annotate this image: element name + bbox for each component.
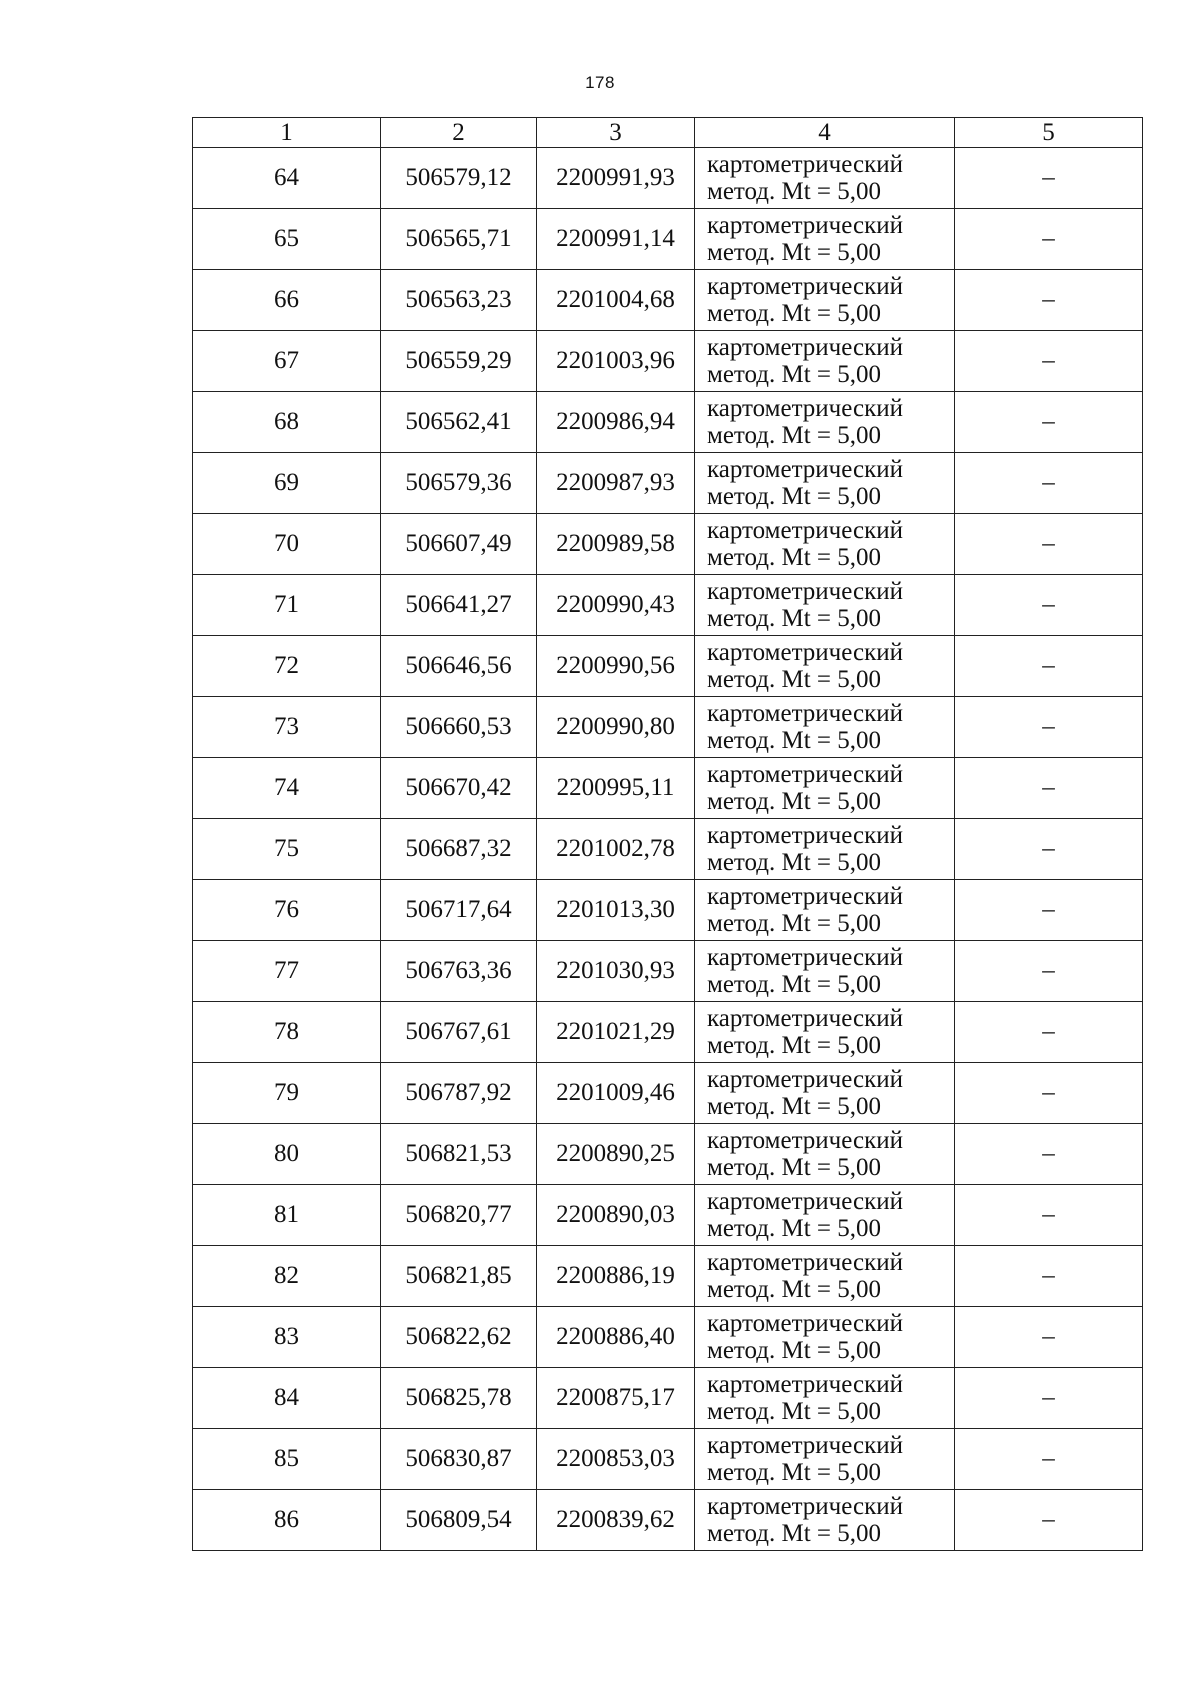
point-number: 80 <box>193 1124 381 1185</box>
col5-value: – <box>955 1185 1143 1246</box>
method-line-2: метод. Mt = 5,00 <box>707 1032 882 1059</box>
method-line-1: картометрический <box>707 272 903 300</box>
coordinate-x: 506822,62 <box>381 1307 537 1368</box>
coordinate-y: 2200990,56 <box>537 636 695 697</box>
coordinate-x: 506830,87 <box>381 1429 537 1490</box>
col5-value: – <box>955 209 1143 270</box>
coordinate-y: 2200839,62 <box>537 1490 695 1551</box>
method-cell <box>695 1185 955 1246</box>
method-cell <box>695 1368 955 1429</box>
coordinate-y: 2200986,94 <box>537 392 695 453</box>
table-header <box>193 118 1143 148</box>
point-number: 75 <box>193 819 381 880</box>
coordinate-y: 2200987,93 <box>537 453 695 514</box>
col5-value: – <box>955 392 1143 453</box>
coordinate-y: 2200991,14 <box>537 209 695 270</box>
method-cell <box>695 758 955 819</box>
table-row <box>193 1002 1143 1063</box>
coordinate-x: 506559,29 <box>381 331 537 392</box>
point-number: 71 <box>193 575 381 636</box>
coordinate-y: 2200989,58 <box>537 514 695 575</box>
method-line-2: метод. Mt = 5,00 <box>707 1093 882 1120</box>
method-line-2: метод. Mt = 5,00 <box>707 910 882 937</box>
point-number: 79 <box>193 1063 381 1124</box>
coordinate-y: 2200886,40 <box>537 1307 695 1368</box>
method-cell <box>695 575 955 636</box>
method-line-2: метод. Mt = 5,00 <box>707 544 882 571</box>
table-row <box>193 453 1143 514</box>
coordinate-y: 2200990,80 <box>537 697 695 758</box>
coordinate-y: 2201003,96 <box>537 331 695 392</box>
col5-value: – <box>955 1490 1143 1551</box>
point-number: 66 <box>193 270 381 331</box>
method-line-2: метод. Mt = 5,00 <box>707 727 882 754</box>
method-cell <box>695 819 955 880</box>
table-row <box>193 880 1143 941</box>
method-cell <box>695 209 955 270</box>
coordinate-x: 506687,32 <box>381 819 537 880</box>
method-line-1: картометрический <box>707 882 903 910</box>
table-row <box>193 1368 1143 1429</box>
point-number: 77 <box>193 941 381 1002</box>
coordinate-y: 2200991,93 <box>537 148 695 209</box>
point-number: 68 <box>193 392 381 453</box>
coordinate-y: 2201013,30 <box>537 880 695 941</box>
method-cell <box>695 392 955 453</box>
coordinate-y: 2201021,29 <box>537 1002 695 1063</box>
coordinate-y: 2201030,93 <box>537 941 695 1002</box>
method-line-1: картометрический <box>707 1492 903 1520</box>
method-line-1: картометрический <box>707 1126 903 1154</box>
table-row <box>193 758 1143 819</box>
method-cell <box>695 1124 955 1185</box>
table-row <box>193 1124 1143 1185</box>
method-line-1: картометрический <box>707 1309 903 1337</box>
table-row <box>193 1429 1143 1490</box>
method-cell <box>695 270 955 331</box>
col5-value: – <box>955 148 1143 209</box>
method-line-2: метод. Mt = 5,00 <box>707 422 882 449</box>
point-number: 67 <box>193 331 381 392</box>
method-line-1: картометрический <box>707 333 903 361</box>
point-number: 81 <box>193 1185 381 1246</box>
point-number: 83 <box>193 1307 381 1368</box>
point-number: 86 <box>193 1490 381 1551</box>
coordinate-y: 2201009,46 <box>537 1063 695 1124</box>
method-line-2: метод. Mt = 5,00 <box>707 788 882 815</box>
table-row <box>193 636 1143 697</box>
method-line-1: картометрический <box>707 1065 903 1093</box>
header-col-2: 2 <box>381 118 537 148</box>
method-line-2: метод. Mt = 5,00 <box>707 1337 882 1364</box>
method-line-2: метод. Mt = 5,00 <box>707 605 882 632</box>
method-line-1: картометрический <box>707 699 903 727</box>
page-number: 178 <box>585 73 615 92</box>
point-number: 84 <box>193 1368 381 1429</box>
col5-value: – <box>955 453 1143 514</box>
coordinate-x: 506579,12 <box>381 148 537 209</box>
coordinate-x: 506565,71 <box>381 209 537 270</box>
coordinate-y: 2200886,19 <box>537 1246 695 1307</box>
table-body <box>193 148 1143 1551</box>
method-line-2: метод. Mt = 5,00 <box>707 178 882 205</box>
point-number: 70 <box>193 514 381 575</box>
point-number: 78 <box>193 1002 381 1063</box>
table-row <box>193 1490 1143 1551</box>
coordinate-y: 2200890,25 <box>537 1124 695 1185</box>
coordinate-x: 506563,23 <box>381 270 537 331</box>
method-line-2: метод. Mt = 5,00 <box>707 1154 882 1181</box>
method-line-1: картометрический <box>707 1431 903 1459</box>
coordinate-x: 506641,27 <box>381 575 537 636</box>
coordinate-x: 506670,42 <box>381 758 537 819</box>
table-row <box>193 1307 1143 1368</box>
table-row <box>193 270 1143 331</box>
col5-value: – <box>955 880 1143 941</box>
header-row <box>193 118 1143 148</box>
method-cell <box>695 148 955 209</box>
method-cell <box>695 1490 955 1551</box>
coordinate-x: 506607,49 <box>381 514 537 575</box>
method-line-1: картометрический <box>707 211 903 239</box>
point-number: 69 <box>193 453 381 514</box>
col5-value: – <box>955 758 1143 819</box>
header-col-3: 3 <box>537 118 695 148</box>
header-col-5: 5 <box>955 118 1143 148</box>
col5-value: – <box>955 270 1143 331</box>
method-cell <box>695 941 955 1002</box>
point-number: 72 <box>193 636 381 697</box>
method-line-2: метод. Mt = 5,00 <box>707 1276 882 1303</box>
coordinate-x: 506821,85 <box>381 1246 537 1307</box>
point-number: 74 <box>193 758 381 819</box>
coordinate-y: 2200853,03 <box>537 1429 695 1490</box>
method-cell <box>695 697 955 758</box>
coordinate-x: 506809,54 <box>381 1490 537 1551</box>
col5-value: – <box>955 636 1143 697</box>
table-row <box>193 819 1143 880</box>
method-cell <box>695 1429 955 1490</box>
method-line-2: метод. Mt = 5,00 <box>707 666 882 693</box>
method-line-1: картометрический <box>707 1248 903 1276</box>
table-row <box>193 148 1143 209</box>
method-line-1: картометрический <box>707 455 903 483</box>
method-line-2: метод. Mt = 5,00 <box>707 1459 882 1486</box>
method-line-1: картометрический <box>707 394 903 422</box>
point-number: 73 <box>193 697 381 758</box>
method-line-2: метод. Mt = 5,00 <box>707 849 882 876</box>
table-row <box>193 941 1143 1002</box>
method-line-2: метод. Mt = 5,00 <box>707 361 882 388</box>
point-number: 85 <box>193 1429 381 1490</box>
method-line-1: картометрический <box>707 516 903 544</box>
method-line-1: картометрический <box>707 1187 903 1215</box>
coordinate-y: 2201004,68 <box>537 270 695 331</box>
col5-value: – <box>955 697 1143 758</box>
coordinate-x: 506821,53 <box>381 1124 537 1185</box>
coordinate-x: 506763,36 <box>381 941 537 1002</box>
coordinate-x: 506767,61 <box>381 1002 537 1063</box>
method-cell <box>695 1002 955 1063</box>
table-row <box>193 392 1143 453</box>
method-cell <box>695 1246 955 1307</box>
coordinate-x: 506646,56 <box>381 636 537 697</box>
coordinate-y: 2200995,11 <box>537 758 695 819</box>
col5-value: – <box>955 941 1143 1002</box>
method-line-1: картометрический <box>707 821 903 849</box>
method-cell <box>695 514 955 575</box>
table-row <box>193 697 1143 758</box>
coordinate-x: 506820,77 <box>381 1185 537 1246</box>
table-row <box>193 1246 1143 1307</box>
method-line-2: метод. Mt = 5,00 <box>707 971 882 998</box>
method-line-1: картометрический <box>707 1370 903 1398</box>
point-number: 82 <box>193 1246 381 1307</box>
table-row <box>193 575 1143 636</box>
method-line-2: метод. Mt = 5,00 <box>707 483 882 510</box>
method-cell <box>695 636 955 697</box>
coordinate-x: 506825,78 <box>381 1368 537 1429</box>
coordinate-x: 506717,64 <box>381 880 537 941</box>
method-line-2: метод. Mt = 5,00 <box>707 1398 882 1425</box>
method-line-1: картометрический <box>707 1004 903 1032</box>
point-number: 64 <box>193 148 381 209</box>
col5-value: – <box>955 1429 1143 1490</box>
method-cell <box>695 331 955 392</box>
coordinate-y: 2200890,03 <box>537 1185 695 1246</box>
col5-value: – <box>955 575 1143 636</box>
method-cell <box>695 880 955 941</box>
header-col-4: 4 <box>695 118 955 148</box>
coordinates-table <box>192 117 1143 1551</box>
table-row <box>193 209 1143 270</box>
coordinate-x: 506660,53 <box>381 697 537 758</box>
col5-value: – <box>955 1368 1143 1429</box>
col5-value: – <box>955 1246 1143 1307</box>
col5-value: – <box>955 514 1143 575</box>
coordinate-x: 506787,92 <box>381 1063 537 1124</box>
col5-value: – <box>955 1002 1143 1063</box>
col5-value: – <box>955 819 1143 880</box>
table-row <box>193 331 1143 392</box>
method-cell <box>695 453 955 514</box>
coordinate-x: 506562,41 <box>381 392 537 453</box>
method-line-1: картометрический <box>707 760 903 788</box>
col5-value: – <box>955 1063 1143 1124</box>
method-line-2: метод. Mt = 5,00 <box>707 300 882 327</box>
col5-value: – <box>955 331 1143 392</box>
method-line-1: картометрический <box>707 943 903 971</box>
coordinate-y: 2200990,43 <box>537 575 695 636</box>
method-line-2: метод. Mt = 5,00 <box>707 1215 882 1242</box>
method-line-1: картометрический <box>707 638 903 666</box>
table-row <box>193 514 1143 575</box>
coordinate-y: 2200875,17 <box>537 1368 695 1429</box>
table-row <box>193 1185 1143 1246</box>
point-number: 65 <box>193 209 381 270</box>
coordinate-y: 2201002,78 <box>537 819 695 880</box>
method-line-1: картометрический <box>707 577 903 605</box>
table-row <box>193 1063 1143 1124</box>
point-number: 76 <box>193 880 381 941</box>
header-col-1: 1 <box>193 118 381 148</box>
method-cell <box>695 1063 955 1124</box>
method-line-1: картометрический <box>707 150 903 178</box>
method-line-2: метод. Mt = 5,00 <box>707 239 882 266</box>
col5-value: – <box>955 1307 1143 1368</box>
coordinate-x: 506579,36 <box>381 453 537 514</box>
col5-value: – <box>955 1124 1143 1185</box>
method-line-2: метод. Mt = 5,00 <box>707 1520 882 1547</box>
method-cell <box>695 1307 955 1368</box>
